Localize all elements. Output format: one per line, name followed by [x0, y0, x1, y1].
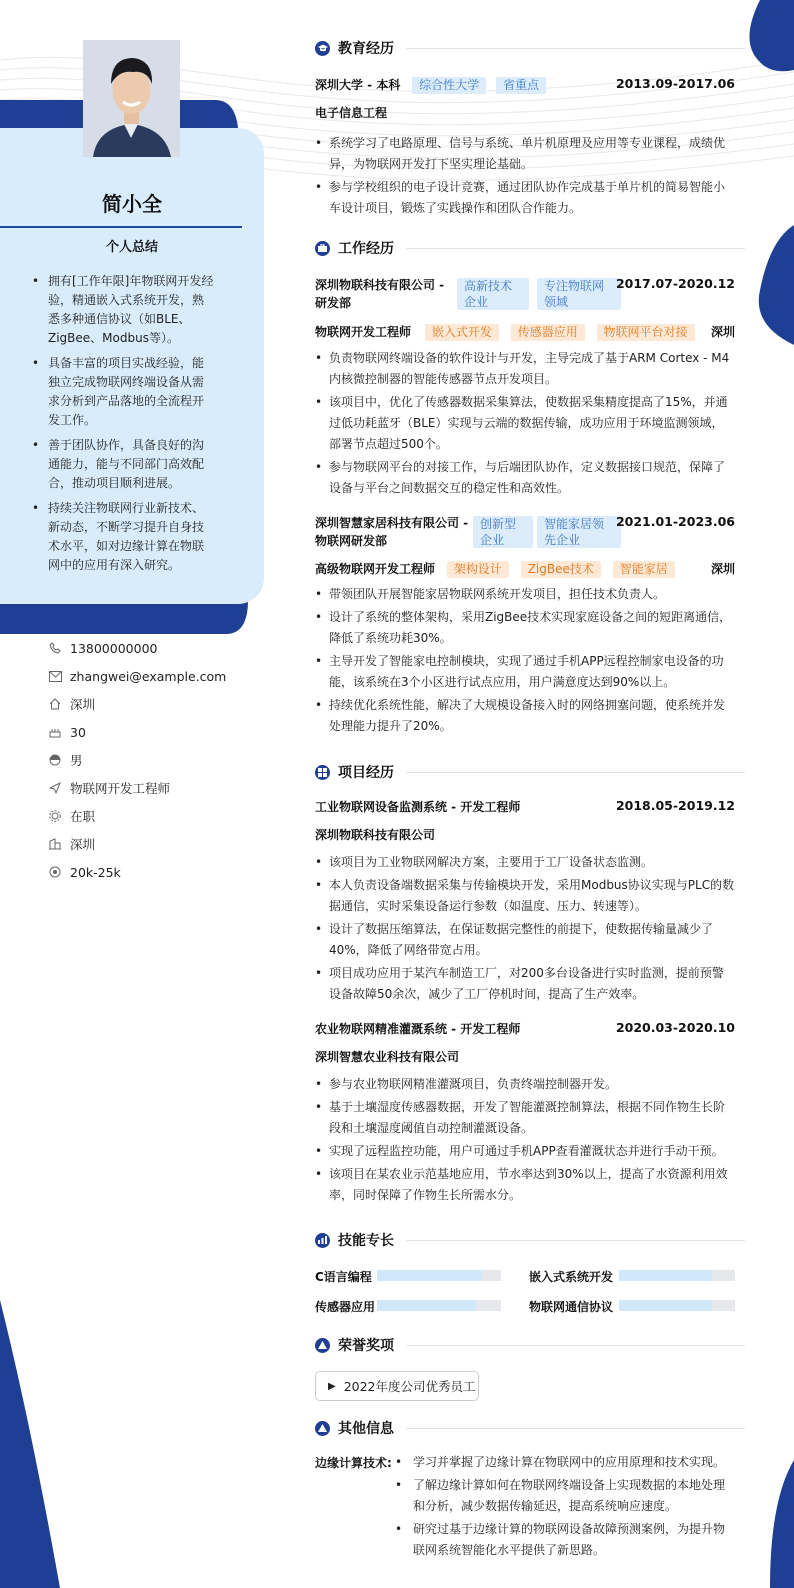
section-divider [406, 1345, 745, 1346]
list-item: • 项目成功应用于某汽车制造工厂，对200多台设备进行实时监测，提前预警设备故障50余次，减少了工厂停机时间，提高了生产效率。 [315, 963, 735, 1005]
skill-tag: 嵌入式开发 [425, 324, 499, 341]
job-details [315, 348, 735, 501]
section-title: 工作经历 [338, 241, 394, 257]
section-header [315, 38, 745, 58]
name-divider [0, 226, 242, 228]
skill-name: 物联网通信协议 [529, 1300, 614, 1314]
other-section [315, 1418, 745, 1557]
education-details [315, 133, 735, 221]
skill-bar [377, 1300, 501, 1311]
section-divider [406, 1428, 745, 1429]
summary-list [26, 272, 214, 581]
gender-icon [48, 753, 62, 767]
list-item: • 该项目中，优化了传感器数据采集算法，使数据采集精度提高了15%，并通过低功耗蓝牙（BLE）实现与云端的数据传输，成功应用于环境监测领域，部署节点超过500个。 [315, 392, 735, 455]
list-item: • 了解边缘计算如何在物联网终端设备上实现数据的本地处理和分析，减少数据传输延迟，提高系统响应速度。 [395, 1475, 735, 1517]
section-header [315, 1418, 745, 1438]
contact-value: 20k-25k [70, 864, 121, 880]
job-city: 深圳 [710, 325, 735, 339]
company-name: 深圳物联科技有限公司 - 研发部 [315, 278, 445, 310]
project-details [315, 852, 735, 1007]
grid-icon [315, 765, 330, 780]
list-item: • 参与农业物联网精准灌溉项目，负责终端控制器开发。 [315, 1074, 735, 1095]
skill-bar [377, 1270, 501, 1281]
section-title: 荣誉奖项 [338, 1338, 394, 1354]
contact-value: zhangwei@example.com [70, 668, 227, 684]
contact-value: 物联网开发工程师 [70, 781, 171, 796]
major: 电子信息工程 [315, 106, 388, 120]
bar-chart-icon [315, 1233, 330, 1248]
contact-value: 男 [70, 753, 83, 768]
contact-gender [48, 746, 226, 774]
section-title: 技能专长 [338, 1233, 394, 1249]
info-icon [315, 1421, 330, 1436]
project-name: 工业物联网设备监测系统 - 开发工程师 [315, 800, 521, 814]
list-item: • 基于土壤湿度传感器数据，开发了智能灌溉控制算法，根据不同作物生长阶段和土壤湿度阈值自动控制灌溉设备。 [315, 1097, 735, 1139]
list-item: • 学习并掌握了边缘计算在物联网中的应用原理和技术实现。 [395, 1452, 735, 1473]
contact-value: 深圳 [70, 697, 96, 712]
list-item: • 带领团队开展智能家居物联网系统开发项目，担任技术负责人。 [315, 584, 735, 605]
other-label: 边缘计算技术: [315, 1456, 392, 1470]
skill-name: 嵌入式系统开发 [529, 1270, 614, 1284]
list-item: • 该项目在某农业示范基地应用，节水率达到30%以上，提高了水资源利用效率，同时保障了作物生长所需水分。 [315, 1164, 735, 1206]
school-name: 深圳大学 - 本科 [315, 78, 401, 92]
home-icon [48, 697, 62, 711]
other-details [395, 1452, 735, 1563]
list-item: • 研究过基于边缘计算的物联网设备故障预测案例，为提升物联网系统智能化水平提供了新思路。 [395, 1519, 735, 1561]
graduation-cap-icon [315, 41, 330, 56]
contact-value: 13800000000 [70, 640, 158, 656]
skill-level [619, 1300, 712, 1311]
contact-salary [48, 858, 226, 886]
skill-bar [619, 1300, 735, 1311]
position-row [315, 560, 735, 578]
list-item: • 持续优化系统性能，解决了大规模设备接入时的网络拥塞问题，使系统并发处理能力提升了20%。 [315, 695, 735, 737]
list-item: • 设计了数据压缩算法，在保证数据完整性的前提下，使数据传输量减少了40%，降低了网络带宽占用。 [315, 919, 735, 961]
project-date: 2020.03-2020.10 [615, 1020, 735, 1035]
list-item: • 负责物联网终端设备的软件设计与开发，主导完成了基于ARM Cortex - M4内核微控制器的智能传感器节点开发项目。 [315, 348, 735, 390]
contact-position [48, 774, 226, 802]
honor-label: 2022年度公司优秀员工 [343, 1379, 476, 1394]
skill-tag: 物联网平台对接 [597, 324, 695, 341]
project-date: 2018.05-2019.12 [615, 798, 735, 813]
project-header [315, 798, 735, 816]
age-icon [48, 725, 62, 739]
company-tag: 创新型企业 [473, 516, 533, 548]
section-divider [406, 1240, 745, 1241]
section-divider [406, 48, 745, 49]
city-icon [48, 837, 62, 851]
section-header [315, 238, 745, 258]
contact-city [48, 830, 226, 858]
skill-bar [619, 1270, 735, 1281]
contact-age [48, 718, 226, 746]
skill-tag: 智能家居 [613, 561, 675, 578]
skill-level [619, 1270, 712, 1281]
briefcase-icon [315, 241, 330, 256]
education-date: 2013.09-2017.06 [615, 76, 735, 91]
salary-icon [48, 865, 62, 879]
list-item: • 实现了远程监控功能，用户可通过手机APP查看灌溉状态并进行手动干预。 [315, 1141, 735, 1162]
phone-icon [48, 641, 62, 655]
company-tag: 专注物联网领域 [537, 278, 621, 310]
contact-status [48, 802, 226, 830]
education-section [315, 38, 745, 215]
work-section [315, 238, 745, 733]
section-title: 其他信息 [338, 1421, 394, 1437]
job-header [315, 276, 735, 312]
list-item: • 主导开发了智能家电控制模块，实现了通过手机APP远程控制家电设备的功能，该系统在3个小区进行试点应用，用户满意度达到90%以上。 [315, 651, 735, 693]
job-header [315, 514, 735, 550]
summary-item: • 拥有[工作年限]年物联网开发经验，精通嵌入式系统开发，熟悉多种通信协议（如BLE、ZigBee、Modbus等）。 [26, 272, 214, 348]
skill-tag: ZigBee技术 [521, 561, 601, 578]
profile-name: 简小全 [102, 192, 162, 216]
left-column [0, 0, 270, 1588]
section-title: 项目经历 [338, 765, 394, 781]
project-company: 深圳物联科技有限公司 [315, 828, 436, 842]
send-icon [48, 781, 62, 795]
contact-list [48, 634, 226, 886]
summary-title: 个人总结 [105, 240, 158, 255]
company-tag: 智能家居领先企业 [537, 516, 621, 548]
honor-item [315, 1371, 479, 1401]
section-header [315, 1335, 745, 1355]
job-date: 2017.07-2020.12 [615, 276, 735, 291]
list-item: • 本人负责设备端数据采集与传输模块开发，采用Modbus协议实现与PLC的数据通信，实时采集设备运行参数（如温度、压力、转速等）。 [315, 875, 735, 917]
skills-section [315, 1230, 745, 1314]
contact-value: 30 [70, 724, 86, 740]
education-header [315, 76, 735, 96]
job-city: 深圳 [710, 562, 735, 576]
projects-section [315, 762, 745, 1202]
contact-phone [48, 634, 226, 662]
job-date: 2021.01-2023.06 [615, 514, 735, 529]
list-item: • 参与物联网平台的对接工作，与后端团队协作，定义数据接口规范，保障了设备与平台之间数据交互的稳定性和高效性。 [315, 457, 735, 499]
list-item: • 参与学校组织的电子设计竞赛，通过团队协作完成基于单片机的简易智能小车设计项目，锻炼了实践操作和团队合作能力。 [315, 177, 735, 219]
play-icon: ▶ [328, 1380, 336, 1392]
position-title: 高级物联网开发工程师 [315, 562, 436, 576]
position-row [315, 323, 735, 341]
section-title: 教育经历 [338, 41, 394, 57]
summary-item: • 具备丰富的项目实战经验，能独立完成物联网终端设备从需求分析到产品落地的全流程开发工作。 [26, 354, 214, 430]
position-title: 物联网开发工程师 [315, 325, 412, 339]
skill-name: C语言编程 [315, 1270, 372, 1284]
skill-row [315, 1268, 735, 1286]
avatar [83, 40, 180, 157]
contact-value: 在职 [70, 809, 96, 824]
project-details [315, 1074, 735, 1208]
skill-row [315, 1298, 735, 1316]
skill-tag: 架构设计 [447, 561, 509, 578]
section-header [315, 762, 745, 782]
list-item: • 系统学习了电路原理、信号与系统、单片机原理及应用等专业课程，成绩优异，为物联网开发打下坚实理论基础。 [315, 133, 735, 175]
status-icon [48, 809, 62, 823]
summary-item: • 善于团队协作，具备良好的沟通能力，能与不同部门高效配合，推动项目顺利进展。 [26, 436, 214, 493]
school-tag: 综合性大学 [412, 77, 486, 94]
project-header [315, 1020, 735, 1038]
skill-level [377, 1270, 482, 1281]
skill-tag: 传感器应用 [511, 324, 585, 341]
school-tag: 省重点 [496, 77, 546, 94]
project-company: 深圳智慧农业科技有限公司 [315, 1050, 460, 1064]
section-divider [406, 772, 745, 773]
contact-value: 深圳 [70, 837, 96, 852]
project-name: 农业物联网精准灌溉系统 - 开发工程师 [315, 1022, 521, 1036]
contact-email [48, 662, 226, 690]
email-icon [48, 669, 62, 683]
section-header [315, 1230, 745, 1250]
list-item: • 设计了系统的整体架构，采用ZigBee技术实现家庭设备之间的短距离通信，降低了系统功耗30%。 [315, 607, 735, 649]
skill-name: 传感器应用 [315, 1300, 376, 1314]
award-icon [315, 1338, 330, 1353]
honors-section [315, 1335, 745, 1394]
skill-level [377, 1300, 476, 1311]
section-divider [406, 248, 745, 249]
list-item: • 该项目为工业物联网解决方案，主要用于工厂设备状态监测。 [315, 852, 735, 873]
contact-home [48, 690, 226, 718]
summary-item: • 持续关注物联网行业新技术、新动态，不断学习提升自身技术水平，如对边缘计算在物联网中的应用有深入研究。 [26, 499, 214, 575]
company-name: 深圳智慧家居科技有限公司 - 物联网研发部 [315, 516, 469, 548]
company-tag: 高新技术企业 [457, 278, 529, 310]
job-details [315, 584, 735, 739]
